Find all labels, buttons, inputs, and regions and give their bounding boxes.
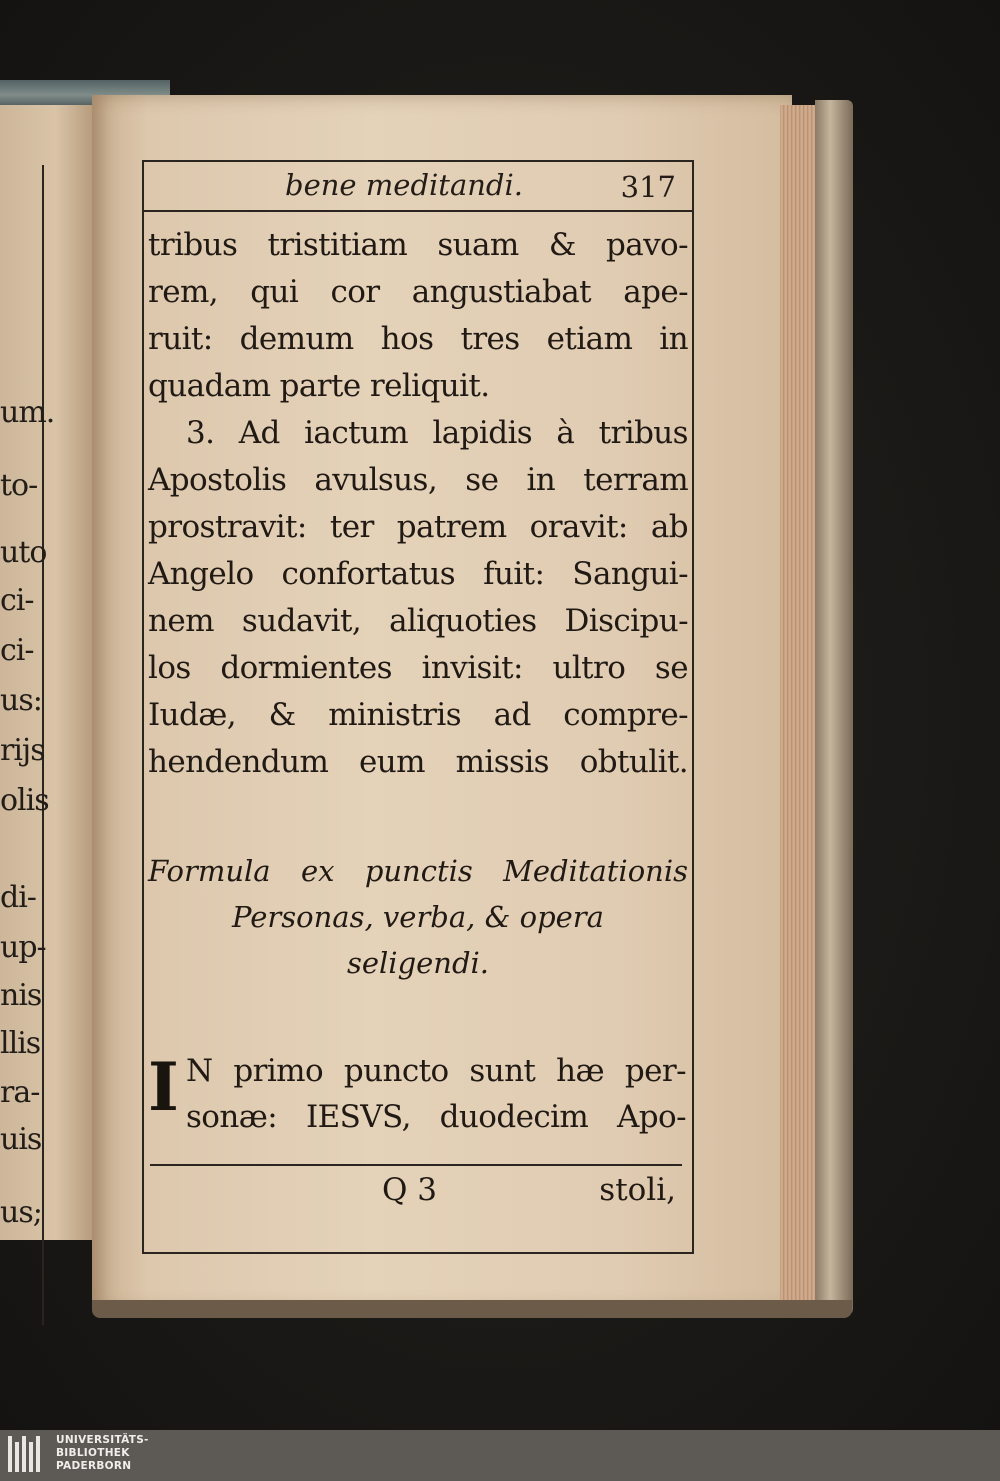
- left-fragment: rijs: [0, 733, 45, 768]
- text-line: Iudæ, & ministris ad compre-: [148, 697, 688, 733]
- text-line: sonæ: IESVS, duodecim Apo-: [186, 1099, 686, 1135]
- text-line: N primo puncto sunt hæ per-: [186, 1053, 686, 1089]
- running-title: bene meditandi.: [285, 168, 523, 202]
- page-footer: [150, 1172, 680, 1220]
- library-logo-icon: [6, 1436, 46, 1476]
- text-line: Apostolis avulsus, se in terram: [148, 462, 688, 498]
- heading-line: Personas, verba, & opera: [232, 900, 604, 934]
- book-cover-bottom: [92, 1300, 852, 1318]
- library-name: UNIVERSITÄTS- BIBLIOTHEK PADERBORN: [56, 1434, 149, 1472]
- header-rule: [142, 210, 692, 212]
- page-number: 317: [620, 170, 676, 204]
- left-fragment: uis: [0, 1122, 42, 1157]
- footer-rule: [150, 1164, 682, 1166]
- text-line: rem, qui cor angustiabat ape-: [148, 274, 688, 310]
- left-fragment: olis: [0, 783, 49, 818]
- left-fragment: um.: [0, 395, 55, 430]
- text-line: los dormientes invisit: ultro se: [148, 650, 688, 686]
- heading-line: seligendi.: [346, 946, 490, 980]
- text-line: tribus tristitiam suam & pavo-: [148, 227, 688, 263]
- left-fragment: to-: [0, 468, 38, 503]
- text-line: hendendum eum missis obtulit.: [148, 744, 688, 780]
- left-fragment: ci-: [0, 633, 34, 668]
- text-line: Angelo confortatus fuit: Sangui-: [148, 556, 688, 592]
- text-line: quadam parte reliquit.: [148, 368, 490, 404]
- text-line: prostravit: ter patrem oravit: ab: [148, 509, 688, 545]
- left-fragment: us;: [0, 1195, 42, 1230]
- left-fragment: up-: [0, 930, 46, 965]
- left-fragment: di-: [0, 880, 36, 915]
- text-line: 3. Ad iactum lapidis à tribus: [186, 415, 688, 451]
- book-cover-edge: [815, 100, 853, 1315]
- left-fragment: nis: [0, 978, 42, 1013]
- left-fragment: uto: [0, 535, 47, 570]
- section-heading: [148, 848, 688, 986]
- library-banner: [0, 1430, 1000, 1481]
- left-fragment: llis: [0, 1026, 41, 1061]
- body-text: [148, 222, 688, 786]
- heading-line: Formula ex punctis Meditationis: [148, 854, 688, 888]
- text-line: ruit: demum hos tres etiam in: [148, 321, 688, 357]
- text-line: nem sudavit, aliquoties Discipu-: [148, 603, 688, 639]
- signature-mark: Q 3: [382, 1172, 437, 1208]
- catchword: stoli,: [599, 1172, 676, 1208]
- left-fragment: ra-: [0, 1075, 40, 1110]
- left-page-fragment: [0, 105, 95, 1240]
- left-fragment: ci-: [0, 583, 34, 618]
- left-fragment: us:: [0, 683, 42, 718]
- drop-cap: I: [148, 1048, 179, 1126]
- running-head: [150, 168, 680, 210]
